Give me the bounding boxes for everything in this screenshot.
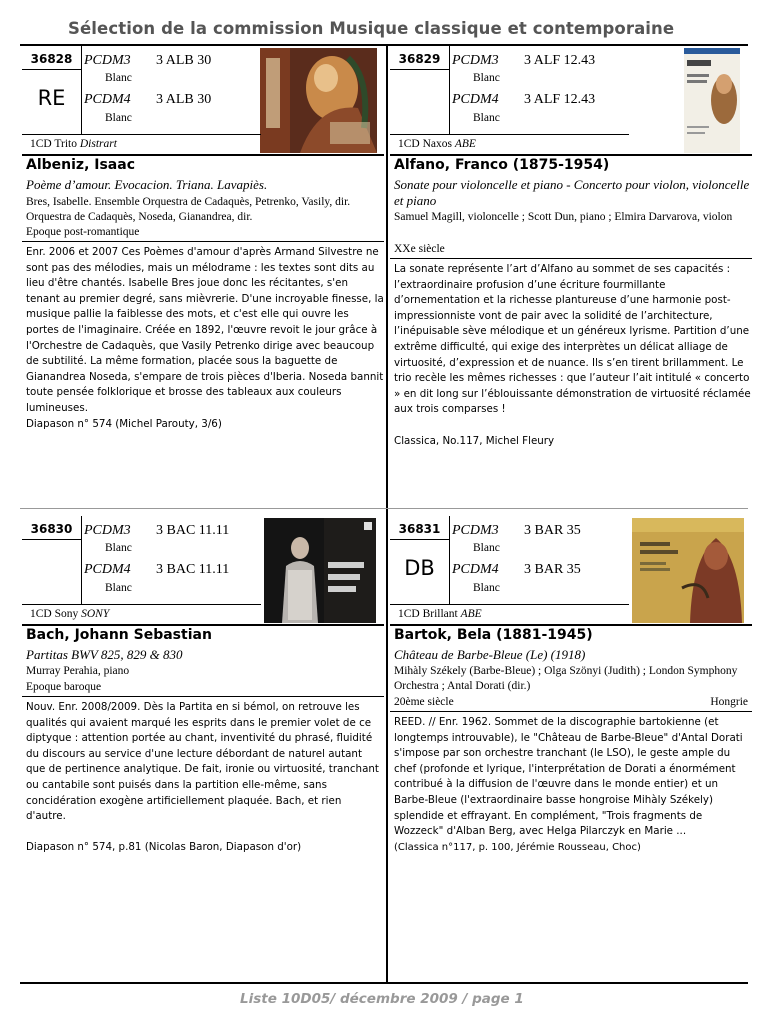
- call-sub: Blanc: [473, 542, 500, 554]
- call-code: PCDM4: [452, 92, 499, 107]
- period: Epoque post-romantique: [26, 226, 140, 238]
- call-code: PCDM3: [452, 523, 499, 538]
- call-number: 3 BAR 35: [524, 562, 581, 577]
- composer-name: Albeniz, Isaac: [26, 157, 135, 173]
- catalog-entry-bartok: [390, 516, 752, 982]
- call-sub: Blanc: [473, 582, 500, 594]
- media-format: 1CD Brillant ABE: [398, 608, 482, 620]
- entry-rule: [390, 134, 629, 135]
- row-divider: [20, 508, 748, 509]
- catalog-id: 36829: [398, 52, 441, 66]
- catalog-id: 36828: [30, 52, 73, 66]
- id-rule: [390, 69, 450, 70]
- album-cover-image: [260, 48, 377, 153]
- call-number: 3 BAC 11.11: [156, 523, 230, 538]
- country: Hongrie: [710, 696, 748, 708]
- entry-rule: [22, 624, 384, 626]
- work-title: Sonate pour violoncelle et piano - Concerto pour violon, violoncelle et piano: [394, 177, 750, 208]
- catalog-entry-bach: [22, 516, 384, 982]
- call-number: 3 BAC 11.11: [156, 562, 230, 577]
- work-title: Château de Barbe-Bleue (Le) (1918): [394, 647, 586, 662]
- entry-rule: [22, 134, 261, 135]
- page-title: Sélection de la commission Musique classique et contemporaine: [68, 19, 675, 38]
- entry-rule: [22, 241, 384, 242]
- media-format: 1CD Naxos ABE: [398, 138, 476, 150]
- call-code: PCDM4: [84, 92, 131, 107]
- catalog-entry-albeniz: [22, 46, 384, 508]
- album-cover-image: [264, 518, 376, 623]
- period: 20ème siècle: [394, 696, 454, 708]
- id-rule: [22, 539, 82, 540]
- entry-rule: [22, 604, 261, 605]
- composer-name: Bartok, Bela (1881-1945): [394, 627, 593, 643]
- call-sub: Blanc: [105, 542, 132, 554]
- media-format: 1CD Trito Distrart: [30, 138, 117, 150]
- call-code: PCDM4: [84, 562, 131, 577]
- performers: Samuel Magill, violoncelle ; Scott Dun, piano ; Elmira Darvarova, violon: [394, 211, 733, 223]
- call-number: 3 ALF 12.43: [524, 92, 596, 107]
- media-format: 1CD Sony SONY: [30, 608, 110, 620]
- entry-rule: [390, 154, 752, 156]
- bottom-rule: [20, 982, 748, 984]
- entry-rule: [390, 624, 752, 626]
- id-rule: [22, 69, 82, 70]
- entry-rule: [390, 604, 629, 605]
- page-footer: Liste 10D05/ décembre 2009 / page 1: [240, 991, 524, 1007]
- composer-name: Bach, Johann Sebastian: [26, 627, 212, 643]
- call-sub: Blanc: [105, 112, 132, 124]
- review-text: La sonate représente l’art d’Alfano au sommet de ses capacités : l’extraordinaire profusion d’une écriture fourmillante d’ornementation et la richesse plantureuse d’une harmonie post-impressionniste vont de pair avec la solidité de l’architecture, l’inépuisable sève mélodique et un généreux lyrisme. Partition d’une extrême difficulté, qui exige des interprètes un délicat alliage de virtuosité, d’expression et de nuance. Ils s’en tirent brillamment. Le trio recèle les mêmes richesses : que l’auteur l’ait intitulé « concerto » en dit long sur l’éblouissante démonstration de virtuosité réclamée aux trois comparses ! Classica, No.117, Michel Fleury: [394, 263, 751, 447]
- catalog-id: 36830: [30, 522, 73, 536]
- entry-rule: [22, 696, 384, 697]
- composer-name: Alfano, Franco (1875-1954): [394, 157, 610, 173]
- review-text: Enr. 2006 et 2007 Ces Poèmes d'amour d'après Armand Silvestre ne sont pas des mélodies, mais un mélodrame : les textes sont dits au lieu d'être chantés. Isabelle Bres joue donc les récitantes, s'en tenant au premier degré, sans mièvrerie. D'une incroyable finesse, la musique pallie la faiblesse des mots, et c'est elle qui ouvre les portes de l'imaginaire. Créée en 1892, l'œuvre revoit le jour grâce à l'Orchestre de Cadaquès, que Vasily Petrenko dirige avec beaucoup de subtilité. La même formation, placée sous la baguette de Gianandrea Noseda, s'empare de trois pièces d'Iberia. Noseda bannit toute pensée folklorique et brosse des tableaux aux couleurs lumineuses. Diapason n° 574 (Michel Parouty, 3/6): [26, 246, 384, 430]
- performers: Murray Perahia, piano: [26, 665, 130, 677]
- album-cover-image: [632, 518, 744, 623]
- work-title: Poème d’amour. Evocacion. Triana. Lavapiès.: [26, 177, 268, 192]
- performers: Mihàly Székely (Barbe-Bleue) ; Olga Szönyi (Judith) ; London Symphony Orchestra ; Antal Dorati (dir.): [394, 665, 738, 692]
- entry-rule: [390, 258, 752, 259]
- id-rule: [390, 539, 450, 540]
- status-badge: DB: [404, 556, 435, 580]
- work-title: Partitas BWV 825, 829 & 830: [26, 647, 183, 662]
- album-cover-image: [684, 48, 740, 153]
- column-divider: [386, 46, 388, 982]
- review-text: REED. // Enr. 1962. Sommet de la discographie bartokienne (et longtemps introuvable), le "Château de Barbe-Bleue" d'Antal Dorati s'impose par son orchestre tranchant (le LSO), le geste ample du chef (profonde et lyrique, l'interprétation de Dorati a énormément contribué à la diffusion de l'œuvre dans le monde entier) et un Barbe-Bleue (l'extraordinaire basse hongroise Mihàly Székely) splendide et effrayant. En complément, "Trois fragments de Wozzeck" d'Alban Berg, avec Helga Pilarczyk en Marie ... (Classica n°117, p. 100, Jérémie Rousseau, Choc): [394, 716, 743, 853]
- status-badge: RE: [37, 86, 66, 110]
- call-code: PCDM4: [452, 562, 499, 577]
- period: Epoque baroque: [26, 681, 102, 693]
- entry-rule: [22, 154, 384, 156]
- call-number: 3 ALF 12.43: [524, 53, 596, 68]
- performers: Bres, Isabelle. Ensemble Orquestra de Cadaquès, Petrenko, Vasily, dir. Orquestra de Cadaquès, Noseda, Gianandrea, dir.: [26, 196, 351, 223]
- catalog-entry-alfano: [390, 46, 752, 508]
- call-code: PCDM3: [84, 523, 131, 538]
- call-number: 3 ALB 30: [156, 53, 212, 68]
- review-text: Nouv. Enr. 2008/2009. Dès la Partita en si bémol, on retrouve les qualités qui avaient marqué les esprits dans le premier volet de ce diptyque : attention portée au chant, inventivité du phrasé, fluidité du discours au service d'une lecture débordant de naturel autant que de pertinence analytique. De fait, ironie ou virtuosité, tranchant ou cantabile sont puisés dans la partition elle-même, sans concidération exogène artificiellement plaquée. Bach, et rien d'autre. Diapason n° 574, p.81 (Nicolas Baron, Diapason d'or): [26, 701, 379, 854]
- call-sub: Blanc: [473, 112, 500, 124]
- call-code: PCDM3: [84, 53, 131, 68]
- call-number: 3 ALB 30: [156, 92, 212, 107]
- call-number: 3 BAR 35: [524, 523, 581, 538]
- call-sub: Blanc: [105, 582, 132, 594]
- entry-rule: [390, 711, 752, 712]
- catalog-id: 36831: [398, 522, 441, 536]
- call-code: PCDM3: [452, 53, 499, 68]
- call-sub: Blanc: [473, 72, 500, 84]
- call-sub: Blanc: [105, 72, 132, 84]
- period: XXe siècle: [394, 243, 445, 255]
